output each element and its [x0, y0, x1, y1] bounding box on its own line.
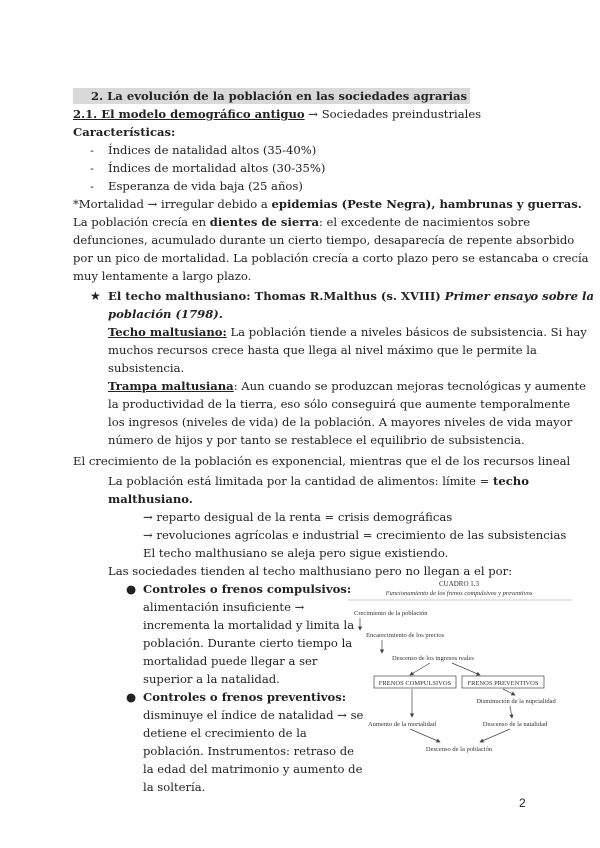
growth-para-line	[73, 213, 530, 231]
techo-text: La población tiende a niveles básicos de subsistencia. Si hay	[226, 325, 587, 339]
techo-line	[108, 323, 587, 341]
growth-para-line: por un pico de mortalidad. La población crecía a corto plazo pero se estancaba o crecía	[73, 251, 589, 265]
limit-line	[108, 472, 529, 490]
control-line: incrementa la mortalidad y limita la	[143, 618, 355, 632]
bullet-icon: ●	[126, 690, 137, 704]
bullet-icon: ●	[126, 582, 137, 596]
limit-text: La población está limitada por la cantidad de alimentos: límite =	[108, 474, 493, 488]
control-line: la edad del matrimonio y aumento de	[143, 762, 363, 776]
subsection-label: 2.1. El modelo demográfico antiguo	[73, 107, 305, 121]
diagram-node: FRENOS COMPULSIVOS	[378, 680, 452, 687]
diagram-arrow	[503, 689, 515, 695]
exponential-note: El crecimiento de la población es exponencial, mientras que el de los recursos lineal	[73, 454, 571, 468]
growth-para-line: defunciones, acumulado durante un cierto tiempo, desaparecía de repente absorbido	[73, 233, 575, 247]
mortality-note-text: *Mortalidad → irregular debido a	[73, 197, 272, 211]
trampa-label: Trampa maltusiana	[108, 379, 234, 393]
trampa-line: número de hijos y por tanto se restablece el equilibrio de subsistencia.	[108, 433, 525, 447]
diagram-arrow	[410, 663, 430, 675]
list-item-text: Índices de mortalidad altos (30-35%)	[108, 161, 326, 175]
diagram-node: FRENOS PREVENTIVOS	[467, 680, 539, 687]
control-line: detiene el crecimiento de la	[143, 726, 307, 740]
trampa-line	[108, 377, 586, 395]
techo-line: subsistencia.	[108, 361, 185, 375]
diagram-node: Disminución de la nupcialidad	[476, 698, 556, 705]
list-item: -	[90, 161, 94, 175]
mortality-note-bold: epidemias (Peste Negra), hambrunas y guerras.	[271, 197, 582, 211]
diagram-arrow	[510, 706, 512, 718]
limit-closing: El techo malthusiano se aleja pero sigue existiendo.	[143, 546, 449, 560]
control-label: Controles o frenos compulsivos:	[143, 582, 352, 596]
control-label: Controles o frenos preventivos:	[143, 690, 347, 704]
list-item-text: Esperanza de vida baja (25 años)	[108, 179, 303, 193]
diagram-node: Encarecimiento de los precios	[366, 632, 445, 639]
techo-label: Techo maltusiano:	[108, 325, 227, 339]
list-item-text: Índices de natalidad altos (35-40%)	[108, 143, 317, 157]
characteristics-label: Características:	[73, 125, 176, 139]
diagram-node: Descenso de los ingresos reales	[392, 655, 474, 662]
star-bullet-icon: ★	[90, 289, 101, 303]
control-line: la soltería.	[143, 780, 206, 794]
frenos-diagram	[340, 576, 578, 766]
growth-para-line: muy lentamente a largo plazo.	[73, 269, 252, 283]
growth-text: La población crecía en	[73, 215, 210, 229]
limit-line: malthusiano.	[108, 492, 193, 506]
limit-arrow-line: → reparto desigual de la renta = crisis demográficas	[143, 510, 453, 524]
limit-bold: techo	[492, 474, 529, 488]
diagram-subtitle: Funcionamiento de los frenos compulsivos y preventivos	[385, 590, 533, 597]
diagram-node: Descenso de la natalidad	[482, 721, 548, 728]
diagram-arrow	[452, 663, 480, 675]
list-item: -	[90, 179, 94, 193]
growth-bold: dientes de sierra	[209, 215, 319, 229]
malthus-title	[108, 287, 594, 305]
subsection-heading	[73, 105, 481, 123]
diagram-title: CUADRO 1.3	[438, 580, 480, 588]
control-line: mortalidad puede llegar a ser	[143, 654, 318, 668]
diagram-node: Crecimiento de la población	[354, 610, 428, 617]
diagram-arrow	[410, 729, 440, 742]
control-line: población. Durante cierto tiempo la	[143, 636, 353, 650]
list-item: -	[90, 143, 94, 157]
section-title: 2. La evolución de la población en las sociedades agrarias	[73, 88, 470, 104]
growth-text: : el excedente de nacimientos sobre	[318, 215, 531, 229]
societies-line: Las sociedades tienden al techo malthusiano pero no llegan a el por:	[108, 564, 513, 578]
limit-arrow-line: → revoluciones agrícolas e industrial = crecimiento de las subsistencias	[143, 528, 567, 542]
techo-line: muchos recursos crece hasta que llega al nivel máximo que le permite la	[108, 343, 537, 357]
subsection-rest: → Sociedades preindustriales	[304, 107, 482, 121]
malthus-title-italic: Primer ensayo sobre la	[444, 289, 594, 303]
page-number: 2	[519, 796, 526, 810]
control-line: superior a la natalidad.	[143, 672, 280, 686]
mortality-note	[73, 195, 582, 213]
trampa-line: la productividad de la tierra, eso sólo conseguirá que aumente temporalmente	[108, 397, 571, 411]
control-line: disminuye el índice de natalidad → se	[143, 708, 364, 722]
diagram-node: Aumento de la mortalidad	[367, 721, 437, 728]
malthus-title-l2: población (1798).	[108, 307, 223, 321]
diagram-arrow	[480, 729, 510, 742]
diagram-node: Descenso de la población	[425, 746, 493, 753]
control-line: alimentación insuficiente →	[143, 600, 305, 614]
trampa-text: : Aun cuando se produzcan mejoras tecnológicas y aumente	[233, 379, 586, 393]
malthus-title-bold: El techo malthusiano: Thomas R.Malthus (s. XVIII)	[108, 289, 445, 303]
trampa-line: los ingresos (niveles de vida) de la población. A mayores niveles de vida mayor	[108, 415, 573, 429]
control-line: población. Instrumentos: retraso de	[143, 744, 355, 758]
